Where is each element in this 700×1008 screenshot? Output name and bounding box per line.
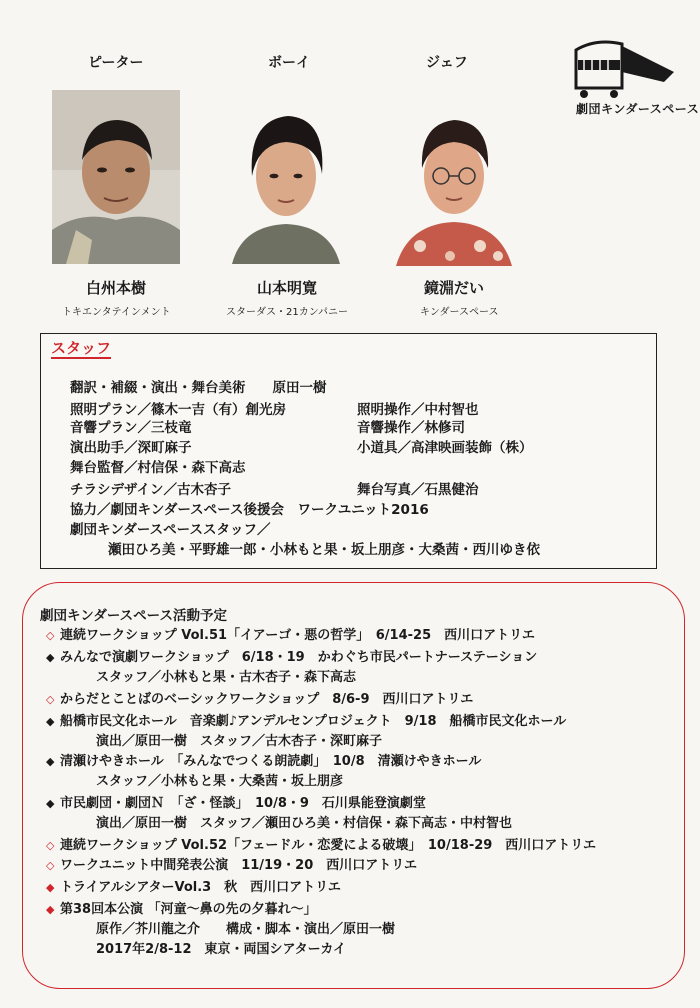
black-diamond-icon: ◆: [46, 755, 55, 768]
open-diamond-icon: ◇: [46, 629, 55, 642]
staff-right-line: 音響操作／林修司: [357, 420, 465, 436]
staff-right-line: 照明操作／中村智也: [357, 402, 479, 418]
role-label-3: ジェフ: [426, 55, 468, 71]
cast-name-2: 山本明寛: [257, 279, 318, 297]
cast-affiliation-3: キンダースペース: [420, 307, 499, 318]
schedule-item-detail: スタッフ／小林もと果・大桑茜・坂上朋彦: [96, 774, 344, 789]
schedule-item-detail: 演出／原田一樹 スタッフ／古木杏子・深町麻子: [96, 734, 383, 749]
open-diamond-icon: ◇: [46, 839, 55, 852]
schedule-item: ◆ 市民劇団・劇団Ｎ 「ざ・怪談」 10/8・9 石川県能登演劇堂: [46, 796, 426, 811]
cast-affiliation-2: スターダス・21カンパニー: [226, 307, 349, 318]
staff-left-line: 照明プラン／篠木一吉（有）創光房: [70, 402, 286, 418]
staff-left-line: 演出助手／深町麻子: [70, 440, 192, 456]
black-diamond-icon: ◆: [46, 651, 55, 664]
schedule-item-detail: 原作／芥川龍之介 構成・脚本・演出／原田一樹: [96, 922, 396, 937]
staff-left-line: チラシデザイン／古木杏子: [70, 482, 232, 498]
open-diamond-icon: ◇: [46, 693, 55, 706]
cast-affiliation-1: トキエンタテインメント: [62, 307, 171, 318]
black-diamond-icon: ◆: [46, 715, 55, 728]
staff-right-line: 小道具／高津映画装飾（株）: [357, 440, 533, 456]
role-label-2: ボーイ: [268, 55, 310, 71]
schedule-item: ◆ 船橋市民文化ホール 音楽劇♪アンデルセンプロジェクト 9/18 船橋市民文化ホール: [46, 714, 567, 729]
schedule-item-detail: 演出／原田一樹 スタッフ／瀬田ひろ美・村信保・森下高志・中村智也: [96, 816, 513, 831]
open-diamond-icon: ◇: [46, 859, 55, 872]
piano-icon: [556, 32, 688, 102]
staff-left-line: 協力／劇団キンダースペース後援会 ワークユニット2016: [70, 502, 429, 518]
role-label-1: ピーター: [88, 55, 144, 71]
schedule-item: ◇ 連続ワークショップ Vol.51「イアーゴ・悪の哲学」 6/14-25 西川口アトリエ: [46, 628, 535, 643]
schedule-item: ◇ 連続ワークショップ Vol.52「フェードル・恋愛による破壊」 10/18-29 西川口アトリエ: [46, 838, 597, 853]
cast-photo-1: [52, 90, 180, 264]
schedule-item: ◆ 第38回本公演 「河童〜鼻の先の夕暮れ〜」: [46, 902, 317, 917]
schedule-item-detail: スタッフ／小林もと果・古木杏子・森下高志: [96, 670, 357, 685]
red-diamond-icon: ◆: [46, 881, 55, 894]
schedule-item: ◆ みんなで演劇ワークショップ 6/18・19 かわぐち市民パートナーステーション: [46, 650, 538, 665]
black-diamond-icon: ◆: [46, 797, 55, 810]
logo-text: 劇団キンダースペース: [576, 102, 700, 116]
schedule-item: ◆ 清瀬けやきホール 「みんなでつくる朗読劇」 10/8 清瀬けやきホール: [46, 754, 482, 769]
schedule-title: 劇団キンダースペース活動予定: [40, 608, 227, 624]
staff-left-line: 音響プラン／三枝竜: [70, 420, 192, 436]
cast-photo-3: [390, 96, 518, 266]
staff-right-line: 舞台写真／石黒健治: [357, 482, 479, 498]
theater-logo: [556, 32, 700, 128]
schedule-item: ◆ トライアルシアターVol.3 秋 西川口アトリエ: [46, 880, 341, 895]
cast-photo-2: [222, 96, 350, 264]
schedule-item: ◇ からだとことばのベーシックワークショップ 8/6-9 西川口アトリエ: [46, 692, 474, 707]
staff-left-line: 舞台監督／村信保・森下高志: [70, 460, 246, 476]
schedule-item-detail: 2017年2/8-12 東京・両国シアターカイ: [96, 942, 346, 957]
staff-left-line: 翻訳・補綴・演出・舞台美術 原田一樹: [70, 380, 327, 396]
red-diamond-icon: ◆: [46, 903, 55, 916]
cast-name-3: 鏡淵だい: [424, 279, 485, 297]
staff-title: スタッフ: [51, 339, 112, 357]
staff-left-line: 瀬田ひろ美・平野雄一郎・小林もと果・坂上朋彦・大桑茜・西川ゆき依: [108, 542, 540, 558]
cast-name-1: 白州本樹: [86, 279, 147, 297]
staff-left-line: 劇団キンダースペーススタッフ／: [70, 522, 271, 538]
schedule-item: ◇ ワークユニット中間発表公演 11/19・20 西川口アトリエ: [46, 858, 417, 873]
